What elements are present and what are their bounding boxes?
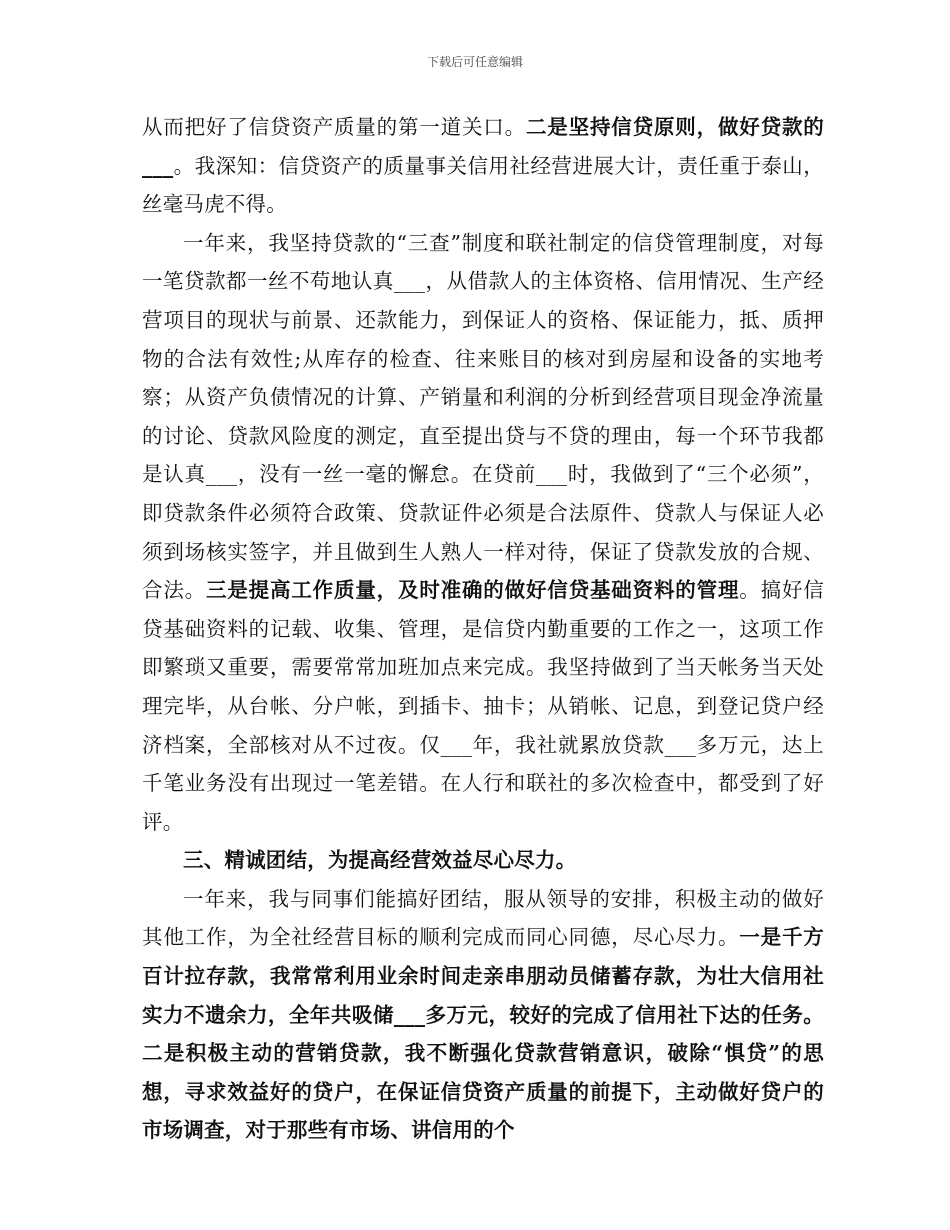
text-run: 。搞好信贷基础资料的记载、收集、管理，是信贷内勤重要的工作之一，这项工作即繁琐又重要，需要常常加班加点来完成。我坚持做到了当天帐务当天处理完毕，从台帐、分户帐，到插卡、抽卡；从销帐、记息，到登记贷户经济档案，全部核对从不过夜。仅___年，我社就累放贷款___多万元，达上千笔业务没有出现过一笔差错。在人行和联社的多次检查中，都受到了好评。 xyxy=(142,578,824,834)
document-body xyxy=(142,108,824,1150)
paragraph-3 xyxy=(142,880,824,1150)
text-run: 一年来，我坚持贷款的“三查”制度和联社制定的信贷管理制度，对每一笔贷款都一丝不苟地认真___，从借款人的主体资格、信用情况、生产经营项目的现状与前景、还款能力，到保证人的资格、保证能力，抵、质押物的合法有效性;从库存的检查、往来账目的核对到房屋和设备的实地考察；从资产负债情况的计算、产销量和利润的分析到经营项目现金净流量的讨论、贷款风险度的测定，直至提出贷与不贷的理由，每一个环节我都是认真___，没有一丝一毫的懈怠。在贷前___时，我做到了“三个必须”，即贷款条件必须符合政策、贷款证件必须是合法原件、贷款人与保证人必须到场核实签字，并且做到生人熟人一样对待，保证了贷款发放的合规、合法。 xyxy=(142,230,824,603)
section-heading xyxy=(142,841,824,880)
bold-run: 二是坚持信贷原则，做好贷款的___ xyxy=(142,115,824,178)
bold-run: 一是千方百计拉存款，我常常利用业余时间走亲串朋动员储蓄存款，为壮大信用社实力不遗余力，全年共吸储___多万元，较好的完成了信用社下达的任务。二是积极主动的营销贷款，我不断强化贷款营销意识，破除“惧贷”的思想，寻求效益好的贷户，在保证信贷资产质量的前提下，主动做好贷户的市场调查，对于那些有市场、讲信用的个 xyxy=(142,925,824,1143)
text-run: 。我深知：信贷资产的质量事关信用社经营进展大计，责任重于泰山，丝毫马虎不得。 xyxy=(142,153,824,217)
page-header: 下载后可任意编辑 xyxy=(426,55,523,69)
paragraph-2 xyxy=(142,224,824,842)
bold-run: 三、精诚团结，为提高经营效益尽心尽力。 xyxy=(183,848,577,873)
text-run: 一年来，我与同事们能搞好团结，服从领导的安排，积极主动的做好其他工作，为全社经营目标的顺利完成而同心同德，尽心尽力。 xyxy=(142,886,824,950)
text-run: 从而把好了信贷资产质量的第一道关口。 xyxy=(142,115,526,139)
bold-run: 三是提高工作质量，及时准确的做好信贷基础资料的管理 xyxy=(206,578,740,603)
paragraph-1 xyxy=(142,108,824,224)
